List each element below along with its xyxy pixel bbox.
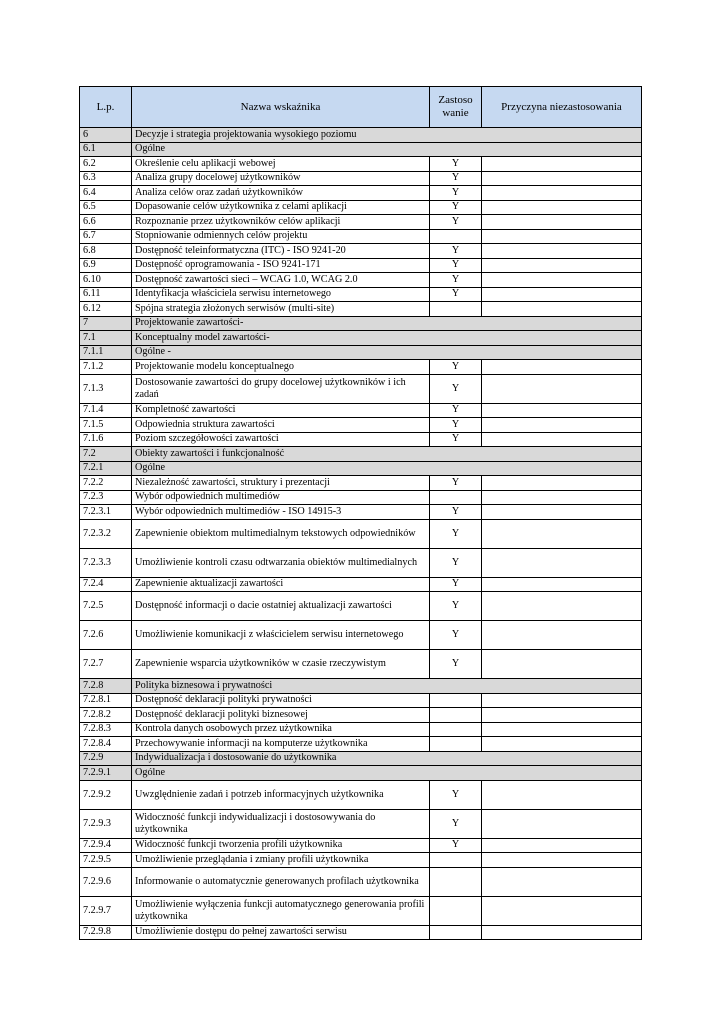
reason-cell — [482, 476, 642, 491]
row-number: 7.2.8.3 — [80, 722, 132, 737]
indicator-name: Rozpoznanie przez użytkowników celów aplikacji — [132, 215, 430, 230]
applied-cell — [430, 867, 482, 896]
reason-cell — [482, 925, 642, 940]
table-row — [80, 186, 642, 201]
table-row — [80, 215, 642, 230]
indicator-table — [79, 86, 642, 940]
indicator-name: Dostępność oprogramowania - ISO 9241-171 — [132, 258, 430, 273]
header-nazwa: Nazwa wskaźnika — [132, 87, 430, 128]
applied-cell: Y — [430, 838, 482, 853]
row-number: 7.2.9.2 — [80, 780, 132, 809]
indicator-name: Widoczność funkcji tworzenia profili użytkownika — [132, 838, 430, 853]
indicator-name: Analiza grupy docelowej użytkowników — [132, 171, 430, 186]
table-row — [80, 737, 642, 752]
indicator-name: Odpowiednia struktura zawartości — [132, 418, 430, 433]
indicator-name: Decyzje i strategia projektowania wysokiego poziomu — [132, 128, 642, 143]
row-number: 7.2 — [80, 447, 132, 462]
reason-cell — [482, 867, 642, 896]
applied-cell — [430, 896, 482, 925]
row-number: 7.2.9.5 — [80, 853, 132, 868]
table-row — [80, 780, 642, 809]
applied-cell: Y — [430, 273, 482, 288]
section-row — [80, 679, 642, 694]
table-row — [80, 418, 642, 433]
row-number: 6.8 — [80, 244, 132, 259]
section-row — [80, 142, 642, 157]
indicator-name: Poziom szczegółowości zawartości — [132, 432, 430, 447]
section-row — [80, 447, 642, 462]
applied-cell: Y — [430, 215, 482, 230]
row-number: 7.2.9.1 — [80, 766, 132, 781]
indicator-name: Wybór odpowiednich multimediów - ISO 14915-3 — [132, 505, 430, 520]
table-row — [80, 432, 642, 447]
row-number: 7.2.3.1 — [80, 505, 132, 520]
indicator-name: Projektowanie zawartości- — [132, 316, 642, 331]
table-body — [80, 128, 642, 940]
table-row — [80, 548, 642, 577]
row-number: 7.2.2 — [80, 476, 132, 491]
indicator-name: Kontrola danych osobowych przez użytkownika — [132, 722, 430, 737]
indicator-name: Identyfikacja właściciela serwisu internetowego — [132, 287, 430, 302]
indicator-name: Dostępność informacji o dacie ostatniej aktualizacji zawartości — [132, 592, 430, 621]
table-row — [80, 302, 642, 317]
reason-cell — [482, 186, 642, 201]
indicator-name: Informowanie o automatycznie generowanych profilach użytkownika — [132, 867, 430, 896]
reason-cell — [482, 157, 642, 172]
table-row — [80, 244, 642, 259]
indicator-name: Umożliwienie przeglądania i zmiany profili użytkownika — [132, 853, 430, 868]
row-number: 7.1.6 — [80, 432, 132, 447]
table-row — [80, 273, 642, 288]
table-row — [80, 476, 642, 491]
row-number: 6.5 — [80, 200, 132, 215]
indicator-name: Umożliwienie dostępu do pełnej zawartości serwisu — [132, 925, 430, 940]
table-row — [80, 374, 642, 403]
indicator-name: Przechowywanie informacji na komputerze użytkownika — [132, 737, 430, 752]
indicator-name: Umożliwienie komunikacji z właścicielem serwisu internetowego — [132, 621, 430, 650]
indicator-name: Obiekty zawartości i funkcjonalność — [132, 447, 642, 462]
indicator-name: Ogólne — [132, 461, 642, 476]
table-row — [80, 490, 642, 505]
applied-cell: Y — [430, 780, 482, 809]
header-przyczyna: Przyczyna niezastosowania — [482, 87, 642, 128]
section-row — [80, 128, 642, 143]
row-number: 7 — [80, 316, 132, 331]
applied-cell: Y — [430, 403, 482, 418]
reason-cell — [482, 273, 642, 288]
reason-cell — [482, 490, 642, 505]
reason-cell — [482, 229, 642, 244]
row-number: 7.2.5 — [80, 592, 132, 621]
applied-cell: Y — [430, 258, 482, 273]
indicator-name: Spójna strategia złożonych serwisów (multi-site) — [132, 302, 430, 317]
row-number: 7.2.1 — [80, 461, 132, 476]
table-row — [80, 853, 642, 868]
reason-cell — [482, 374, 642, 403]
applied-cell: Y — [430, 621, 482, 650]
document-page — [79, 86, 641, 940]
reason-cell — [482, 838, 642, 853]
row-number: 7.1.5 — [80, 418, 132, 433]
applied-cell: Y — [430, 809, 482, 838]
indicator-name: Dostępność deklaracji polityki biznesowej — [132, 708, 430, 723]
applied-cell — [430, 229, 482, 244]
reason-cell — [482, 418, 642, 433]
indicator-name: Dostosowanie zawartości do grupy docelowej użytkowników i ich zadań — [132, 374, 430, 403]
table-row — [80, 925, 642, 940]
table-row — [80, 693, 642, 708]
indicator-name: Ogólne — [132, 766, 642, 781]
row-number: 7.2.7 — [80, 650, 132, 679]
row-number: 6.1 — [80, 142, 132, 157]
table-row — [80, 867, 642, 896]
table-row — [80, 157, 642, 172]
section-row — [80, 461, 642, 476]
indicator-name: Dopasowanie celów użytkownika z celami aplikacji — [132, 200, 430, 215]
applied-cell — [430, 693, 482, 708]
row-number: 6 — [80, 128, 132, 143]
table-row — [80, 505, 642, 520]
table-row — [80, 577, 642, 592]
reason-cell — [482, 853, 642, 868]
reason-cell — [482, 403, 642, 418]
indicator-name: Ogólne - — [132, 345, 642, 360]
table-row — [80, 592, 642, 621]
reason-cell — [482, 244, 642, 259]
indicator-name: Umożliwienie wyłączenia funkcji automatycznego generowania profili użytkownika — [132, 896, 430, 925]
table-row — [80, 403, 642, 418]
row-number: 6.6 — [80, 215, 132, 230]
table-row — [80, 287, 642, 302]
row-number: 7.2.9.6 — [80, 867, 132, 896]
table-header — [80, 87, 642, 128]
table-row — [80, 200, 642, 215]
indicator-name: Zapewnienie obiektom multimedialnym tekstowych odpowiedników — [132, 519, 430, 548]
indicator-name: Określenie celu aplikacji webowej — [132, 157, 430, 172]
reason-cell — [482, 171, 642, 186]
row-number: 7.2.8.1 — [80, 693, 132, 708]
applied-cell: Y — [430, 592, 482, 621]
indicator-name: Stopniowanie odmiennych celów projektu — [132, 229, 430, 244]
row-number: 7.1.1 — [80, 345, 132, 360]
table-row — [80, 171, 642, 186]
reason-cell — [482, 809, 642, 838]
applied-cell — [430, 722, 482, 737]
row-number: 7.2.9 — [80, 751, 132, 766]
row-number: 7.2.8.2 — [80, 708, 132, 723]
reason-cell — [482, 780, 642, 809]
applied-cell: Y — [430, 186, 482, 201]
section-row — [80, 331, 642, 346]
indicator-name: Konceptualny model zawartości- — [132, 331, 642, 346]
applied-cell: Y — [430, 519, 482, 548]
indicator-name: Niezależność zawartości, struktury i prezentacji — [132, 476, 430, 491]
table-row — [80, 896, 642, 925]
indicator-name: Umożliwienie kontroli czasu odtwarzania obiektów multimedialnych — [132, 548, 430, 577]
table-row — [80, 838, 642, 853]
section-row — [80, 316, 642, 331]
row-number: 7.2.3.3 — [80, 548, 132, 577]
applied-cell: Y — [430, 244, 482, 259]
applied-cell: Y — [430, 418, 482, 433]
row-number: 7.2.6 — [80, 621, 132, 650]
row-number: 6.3 — [80, 171, 132, 186]
reason-cell — [482, 258, 642, 273]
applied-cell: Y — [430, 650, 482, 679]
reason-cell — [482, 215, 642, 230]
applied-cell: Y — [430, 577, 482, 592]
table-row — [80, 258, 642, 273]
applied-cell: Y — [430, 432, 482, 447]
row-number: 7.2.4 — [80, 577, 132, 592]
table-row — [80, 708, 642, 723]
row-number: 7.2.3 — [80, 490, 132, 505]
row-number: 7.2.9.3 — [80, 809, 132, 838]
reason-cell — [482, 432, 642, 447]
applied-cell — [430, 737, 482, 752]
section-row — [80, 345, 642, 360]
row-number: 7.2.9.7 — [80, 896, 132, 925]
reason-cell — [482, 621, 642, 650]
applied-cell: Y — [430, 171, 482, 186]
table-row — [80, 650, 642, 679]
reason-cell — [482, 650, 642, 679]
row-number: 7.2.9.4 — [80, 838, 132, 853]
applied-cell: Y — [430, 548, 482, 577]
row-number: 7.1.4 — [80, 403, 132, 418]
header-zastosowanie: Zastoso wanie — [430, 87, 482, 128]
reason-cell — [482, 505, 642, 520]
applied-cell: Y — [430, 374, 482, 403]
reason-cell — [482, 693, 642, 708]
row-number: 6.7 — [80, 229, 132, 244]
row-number: 7.2.8 — [80, 679, 132, 694]
applied-cell: Y — [430, 287, 482, 302]
reason-cell — [482, 896, 642, 925]
row-number: 6.4 — [80, 186, 132, 201]
reason-cell — [482, 708, 642, 723]
applied-cell: Y — [430, 505, 482, 520]
applied-cell: Y — [430, 476, 482, 491]
row-number: 6.11 — [80, 287, 132, 302]
indicator-name: Kompletność zawartości — [132, 403, 430, 418]
indicator-name: Indywidualizacja i dostosowanie do użytkownika — [132, 751, 642, 766]
table-row — [80, 722, 642, 737]
applied-cell — [430, 708, 482, 723]
reason-cell — [482, 548, 642, 577]
row-number: 7.2.8.4 — [80, 737, 132, 752]
reason-cell — [482, 360, 642, 375]
row-number: 7.1.2 — [80, 360, 132, 375]
table-row — [80, 809, 642, 838]
indicator-name: Dostępność deklaracji polityki prywatności — [132, 693, 430, 708]
row-number: 7.2.3.2 — [80, 519, 132, 548]
indicator-name: Dostępność zawartości sieci – WCAG 1.0, WCAG 2.0 — [132, 273, 430, 288]
row-number: 7.1 — [80, 331, 132, 346]
row-number: 6.9 — [80, 258, 132, 273]
applied-cell — [430, 853, 482, 868]
row-number: 7.1.3 — [80, 374, 132, 403]
indicator-name: Polityka biznesowa i prywatności — [132, 679, 642, 694]
indicator-name: Dostępność teleinformatyczna (ITC) - ISO 9241-20 — [132, 244, 430, 259]
reason-cell — [482, 287, 642, 302]
reason-cell — [482, 737, 642, 752]
reason-cell — [482, 722, 642, 737]
indicator-name: Zapewnienie wsparcia użytkowników w czasie rzeczywistym — [132, 650, 430, 679]
indicator-name: Projektowanie modelu konceptualnego — [132, 360, 430, 375]
section-row — [80, 751, 642, 766]
applied-cell — [430, 302, 482, 317]
table-row — [80, 229, 642, 244]
reason-cell — [482, 200, 642, 215]
reason-cell — [482, 302, 642, 317]
table-row — [80, 519, 642, 548]
header-lp: L.p. — [80, 87, 132, 128]
applied-cell: Y — [430, 157, 482, 172]
table-row — [80, 621, 642, 650]
applied-cell: Y — [430, 200, 482, 215]
row-number: 7.2.9.8 — [80, 925, 132, 940]
section-row — [80, 766, 642, 781]
indicator-name: Wybór odpowiednich multimediów — [132, 490, 430, 505]
table-row — [80, 360, 642, 375]
reason-cell — [482, 592, 642, 621]
reason-cell — [482, 519, 642, 548]
row-number: 6.12 — [80, 302, 132, 317]
applied-cell — [430, 490, 482, 505]
applied-cell: Y — [430, 360, 482, 375]
indicator-name: Zapewnienie aktualizacji zawartości — [132, 577, 430, 592]
indicator-name: Ogólne — [132, 142, 642, 157]
indicator-name: Analiza celów oraz zadań użytkowników — [132, 186, 430, 201]
applied-cell — [430, 925, 482, 940]
indicator-name: Uwzględnienie zadań i potrzeb informacyjnych użytkownika — [132, 780, 430, 809]
indicator-name: Widoczność funkcji indywidualizacji i dostosowywania do użytkownika — [132, 809, 430, 838]
row-number: 6.10 — [80, 273, 132, 288]
row-number: 6.2 — [80, 157, 132, 172]
reason-cell — [482, 577, 642, 592]
